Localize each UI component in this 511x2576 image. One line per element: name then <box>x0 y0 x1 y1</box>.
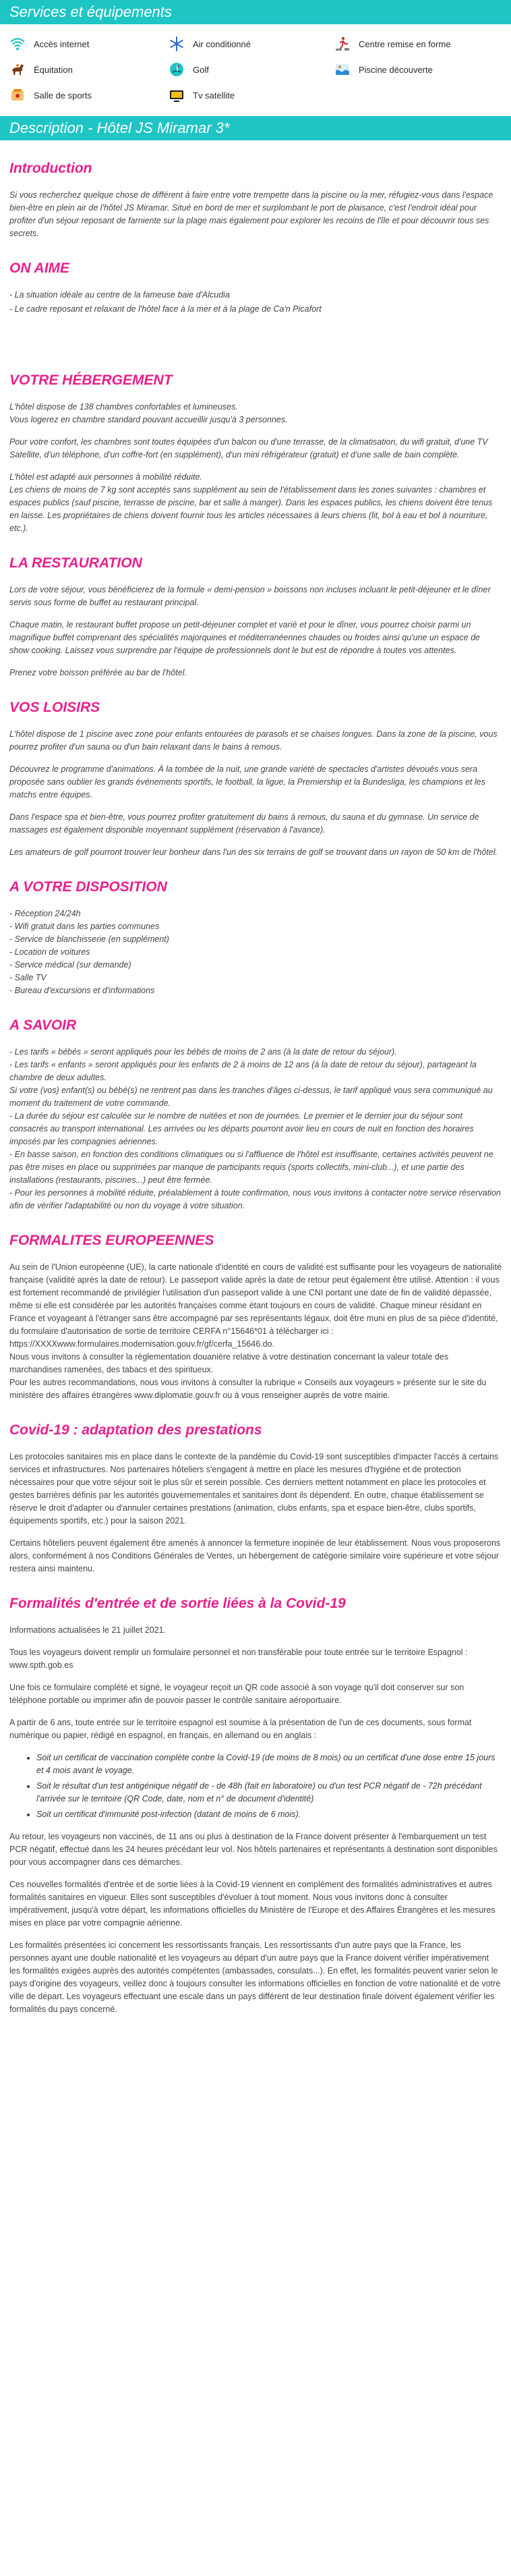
paragraph: Chaque matin, le restaurant buffet propose un petit-déjeuner complet et varié et pour le dîner, vous pourrez choisir parmi un magnifique buffet comprenant des spécialités majorquines et méditerranéennes chaudes ou froides ainsi qu'une un espace de show cooking. Laissez vous surprendre par l'équipe de professionnels dont le but est de répondre à toutes vos attentes. <box>9 620 480 655</box>
paragraph: L'hôtel est adapté aux personnes à mobilité réduite. Les chiens de moins de 7 kg sont acceptés sans supplément au sein de l'établissement dans les zones suivantes : chambres et espaces publics (sauf piscine, terrasse de piscine, bar et salle à manger). Dans les espaces publics, les chiens doivent être tenus en laisse. Les propriétaires de chiens doivent fournir tous les articles nécessaires à leurs chiens (lit, bol à eau et bol à nourriture, etc.). <box>9 472 493 533</box>
paragraph: - Réception 24/24h - Wifi gratuit dans les parties communes - Service de blanchisserie (en supplément) - Location de voitures - Service médical (sur demande) - Salle TV - Bureau d'excursions et d'informations <box>9 909 169 995</box>
service-label: Salle de sports <box>34 90 92 101</box>
service-label: Centre remise en forme <box>359 38 451 49</box>
section-heading: A SAVOIR <box>9 1017 77 1033</box>
paragraph: Les amateurs de golf pourront trouver leur bonheur dans l'un des six terrains de golf se trouvant dans un rayon de 50 km de l'hôtel. <box>9 847 498 857</box>
paragraph: A partir de 6 ans, toute entrée sur le territoire espagnol est soumise à la présentation de l'un de ces documents, sous format numérique ou papier, rédigé en espagnol, en français, en allemand ou en anglais : <box>9 1718 472 1740</box>
service-air-conditioning <box>167 35 333 53</box>
section-heading: Covid-19 : adaptation des prestations <box>9 1422 262 1438</box>
list-item: • Soit un certificat de vaccination complète contre la Covid-19 (de moins de 8 mois) ou un certificat d'une dose entre 15 jours et 4 mois avant le voyage. <box>36 1752 502 1777</box>
horse-icon <box>8 61 27 78</box>
paragraph: - Les tarifs « bébés » seront appliqués pour les bébés de moins de 2 ans (à la date de retour du séjour). - Les tarifs « enfants » seront appliqués pour les enfants de 2 à moins de 12 ans (à la date de retour du séjour), partageant la chambre de deux adultes. Si votre (vos) enfant(s) ou bébé(s) ne rentrent pas dans les tranches d'âges ci-dessus, le tarif appliqué vous sera communiqué au moment du traitement de votre commande. - La durée du séjour est calculée sur le nombre de nuitées et non de journées. Le premier et le dernier jour du séjour sont consacrés au transport international. Les arrivées ou les départs pourront avoir lieu en cours de nuit en fonction des horaires imposés par les compagnies aériennes. - En basse saison, en fonction des conditions climatiques ou si l'affluence de l'hôtel est insuffisante, certaines activités peuvent ne pas être mises en place ou supprimées par manque de participants requis (sports collectifs, mini-club...), et une partie des installations (restaurants, piscines...) peut être fermée. - Pour les personnes à mobilité réduite, préalablement à toute confirmation, nous vous invitons à contacter notre service réservation afin de vérifier l'adaptabilité ou non du voyage à votre situation. <box>9 1047 501 1210</box>
sports-icon <box>8 87 27 103</box>
paragraph: Informations actualisées le 21 juillet 2021. <box>9 1625 167 1635</box>
list-item: • Soit un certificat d'immunité post-infection (datant de moins de 6 mois). <box>36 1808 502 1821</box>
paragraph: Tous les voyageurs doivent remplir un formulaire personnel et non transférable pour toute entrée sur le territoire Espagnol : www.spth.gob.es <box>9 1648 468 1670</box>
description-header: Description - Hôtel JS Miramar 3* <box>0 116 511 140</box>
paragraph: Si vous recherchez quelque chose de différent à faire entre votre trempette dans la piscine ou la mer, réfugiez-vous dans l'espace bien-être en plein air de l'hôtel JS Miramar. Situé en bord de mer et surplombant le port de plaisance, c'est l'endroit idéal pour profiter d'un séjour reposant de farniente sur la plage mais également pour explorer les recoins de l'île et pour découvrir tous ses secrets. <box>9 190 493 238</box>
paragraph: - Le cadre reposant et relaxant de l'hôtel face à la mer et à la plage de Ca'n Picafort <box>9 304 322 314</box>
section-heading: Introduction <box>9 161 92 176</box>
paragraph: L'hôtel dispose de 1 piscine avec zone pour enfants entourées de parasols et se chaises longues. Dans la zone de la piscine, vous pourrez profiter d'un sauna ou d'un bain relaxant dans le bains à remous. <box>9 729 498 752</box>
service-fitness <box>333 35 511 53</box>
paragraph: Lors de votre séjour, vous bénéficierez de la formule « demi-pension » boissons non incluses incluant le petit-déjeuner et le dîner servis sous forme de buffet au restaurant principal. <box>9 585 491 607</box>
service-internet <box>8 35 167 53</box>
tv-icon <box>167 87 186 103</box>
service-satellite-tv <box>167 86 333 104</box>
pool-icon <box>333 61 352 78</box>
services-header: Services et équipements <box>0 0 511 24</box>
paragraph: L'hôtel dispose de 138 chambres confortables et lumineuses. Vous logerez en chambre standard pouvant accueillir jusqu'à 3 personnes. <box>9 402 288 424</box>
bullet-list <box>24 1752 502 1821</box>
service-sports-room <box>8 86 167 104</box>
description-content <box>0 161 511 2016</box>
golf-icon <box>167 61 186 78</box>
paragraph: Découvrez le programme d'animations. À la tombée de la nuit, une grande variété de spectacles d'artistes dévoués vous sera proposée sans oublier les grands événements sportifs, le football, la ligue, la Premiership et la Bundesliga, les champions et les matchs entre équipes. <box>9 764 485 800</box>
wifi-icon <box>8 36 27 52</box>
service-label: Air conditionné <box>193 38 251 49</box>
services-grid <box>0 24 511 116</box>
paragraph: - La situation idéale au centre de la fameuse baie d'Alcudia <box>9 290 230 300</box>
section-heading: Formalités d'entrée et de sortie liées à la Covid-19 <box>9 1596 346 1611</box>
paragraph: Prenez votre boisson préférée au bar de l'hôtel. <box>9 668 187 677</box>
paragraph: Pour votre confort, les chambres sont toutes équipées d'un balcon ou d'une terrasse, de la climatisation, du wifi gratuit, d'une TV Satellite, d'un téléphone, d'un coffre-fort (en supplément), d'un mini réfrigérateur (gratuit) et d'une salle de bain complète. <box>9 437 488 459</box>
service-label: Tv satellite <box>193 90 235 101</box>
section-heading: A VOTRE DISPOSITION <box>9 879 167 895</box>
paragraph: Au retour, les voyageurs non vaccinés, de 11 ans ou plus à destination de la France doivent présenter à l'embarquement un test PCR négatif, effectué dans les 24 heures précédant leur vol. Nos hôtels partenaires et représentants à destination sont disponibles pour vous accompagner dans ces démarches. <box>9 1832 498 1867</box>
snowflake-icon <box>167 36 186 52</box>
section-heading: LA RESTAURATION <box>9 555 142 571</box>
paragraph: Ces nouvelles formalités d'entrée et de sortie liées à la Covid-19 viennent en complément des formalités administratives et autres formalités sanitaires en vigueur. Elles sont susceptibles d'évoluer à tout moment. Nous vous invitons donc à consulter impérativement, jusqu'à votre départ, les informations officielles du Ministère de l'Europe et des Affaires Étrangères et les mesures mises en place par votre compagnie aérienne. <box>9 1880 495 1928</box>
service-label: Piscine découverte <box>359 64 433 75</box>
service-golf <box>167 61 333 78</box>
section-heading: VOS LOISIRS <box>9 700 100 715</box>
service-label: Golf <box>193 64 209 75</box>
list-item: • Soit le résultat d'un test antigénique négatif de - de 48h (fait en laboratoire) ou d'un test PCR négatif de - 72h précédant l'arrivée sur le territoire (QR Code, date, nom et n° de document d'identité) <box>36 1780 502 1805</box>
service-outdoor-pool <box>333 61 511 78</box>
paragraph: Dans l'espace spa et bien-être, vous pourrez profiter gratuitement du bains à remous, du sauna et du gymnase. Un service de massages est également disponible moyennant supplément (réservation à l'avance). <box>9 812 479 835</box>
paragraph: Les formalités présentées ici concernent les ressortissants français. Les ressortissants d'un autre pays que la France, les personnes ayant une double nationalité et les voyageurs au départ d'un autre pays que la France doivent vérifier impérativement les formalités exigées auprès des autorités compétentes (ambassades, consulats...). En effet, les formalités peuvent varier selon le pays d'origine des voyageurs, veillez donc à toujours consulter les informations officielles en fonction de votre nationalité et de votre ville de départ. Les voyageurs effectuant une escale dans un pays différent de leur destination finale doivent également vérifier les formalités du pays concerné. <box>9 1940 501 2014</box>
service-label: Accès internet <box>34 38 90 49</box>
paragraph: Certains hôteliers peuvent également être amenés à annoncer la fermeture inopinée de leur établissement. Nous vous proposerons alors, conformément à nos Conditions Générales de Ventes, un hébergement de catégorie similaire voire supérieure et votre séjour restera ainsi maintenu. <box>9 1538 501 1573</box>
service-horse-riding <box>8 61 167 78</box>
section-heading: VOTRE HÉBERGEMENT <box>9 372 173 388</box>
section-heading: FORMALITES EUROPEENNES <box>9 1233 214 1248</box>
service-label: Équitation <box>34 64 73 75</box>
paragraph: Les protocoles sanitaires mis en place dans le contexte de la pandémie du Covid-19 sont susceptibles d'impacter l'accès à certains services et infrastructures. Nos partenaires hôteliers s'engagent à mettre en place les mesures d'hygiène et de protection nécessaires pour que votre séjour soit le plus sûr et serein possible. Ces derniers mettent notamment en place les protocoles et gestes barrières définis par les autorités gouvernementales et sanitaires dont ils dépendent. En outre, chaque établissement se réserve le droit d'adapter ou d'annuler certaines prestations (animation, clubs enfants, spa et espace bien-être, clubs sportifs, équipements sportifs, etc.) pour la saison 2021. <box>9 1452 499 1525</box>
fitness-icon <box>333 36 352 52</box>
paragraph: Au sein de l'Union européenne (UE), la carte nationale d'identité en cours de validité est suffisante pour les voyageurs de nationalité française (validité après la date de retour). Le passeport valide après la date de retour peut également être utilisé. Attention : il vous est fortement recommandé de privilégier l'utilisation d'un passeport valide à une CNI portant une date de fin de validité dépassée, même si elle est considérée par les autorités françaises comme étant toujours en cours de validité. Chaque mineur résidant en France et voyageant à l'étranger sans être accompagné par ses représentants légaux, doit être muni en plus de sa pièce d'identité, du formulaire d'autorisation de sortie de territoire CERFA n°15646*01 à télécharger ici : https://XXXXwww.formulaires.modernisation.gouv.fr/gf/cerfa_15646.do. Nous vous invitons à consulter la réglementation douanière relative à votre destination concernant la valeur totale des marchandises ramenées, des tabacs et des spiritueux. Pour les autres recommandations, nous vous invitons à consulter la rubrique « Conseils aux voyageurs » présente sur le site du ministère des affaires étrangères www.diplomatie.gouv.fr ou à vous renseigner auprès de votre mairie. <box>9 1262 502 1400</box>
paragraph: Une fois ce formulaire complété et signé, le voyageur reçoit un QR code associé à son voyage qu'il doit conserver sur son téléphone portable ou imprimer afin de pouvoir passer le contrôle sanitaire aéroportuaire. <box>9 1683 464 1705</box>
section-heading: ON AIME <box>9 260 70 276</box>
